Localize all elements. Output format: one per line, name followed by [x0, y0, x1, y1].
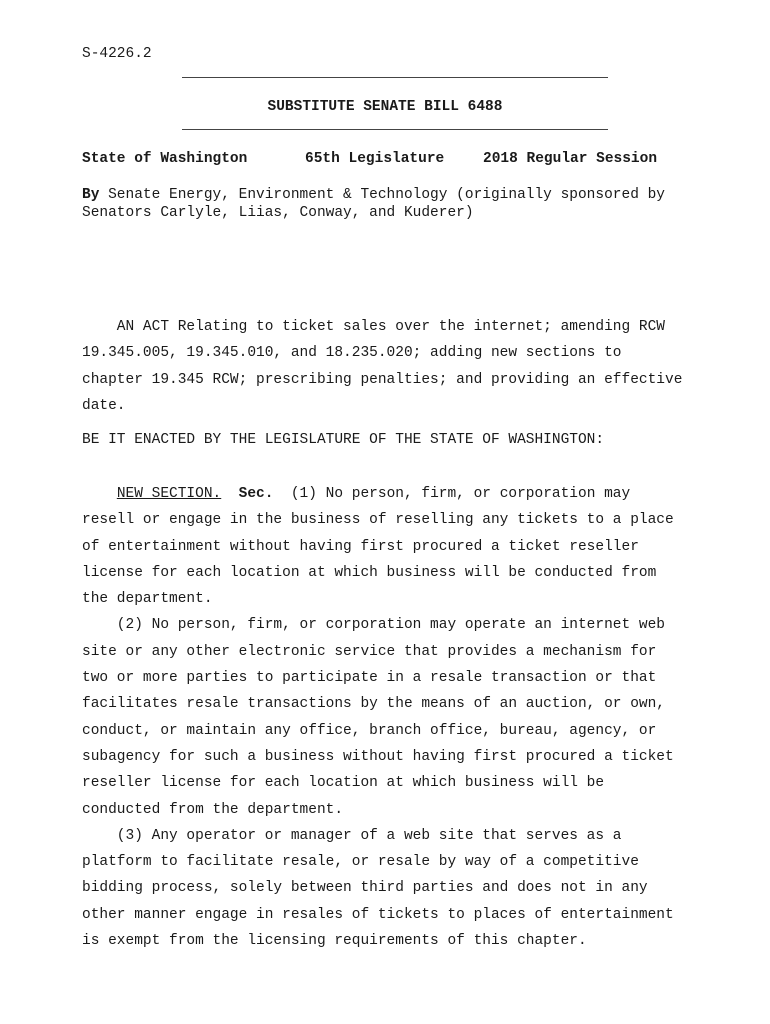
section-line: site or any other electronic service that provides a mechanism for: [82, 643, 657, 660]
act-line: chapter 19.345 RCW; prescribing penalties; and providing an effective: [82, 371, 683, 388]
section-line: license for each location at which business will be conducted from: [82, 564, 657, 581]
by-label: By: [82, 187, 100, 203]
section-line: the department.: [82, 591, 213, 608]
section-line: bidding process, solely between third parties and does not in any: [82, 880, 648, 897]
title-bottom-rule: [182, 129, 608, 130]
section-line: conduct, or maintain any office, branch office, bureau, agency, or: [82, 722, 657, 739]
section-line: conducted from the department.: [82, 801, 344, 818]
section-1-body: [82, 481, 722, 954]
section-line: (3) Any operator or manager of a web site that serves as a: [82, 827, 622, 844]
sponsors-line-2: Senators Carlyle, Liias, Conway, and Kuderer): [82, 205, 474, 221]
act-line: AN ACT Relating to ticket sales over the internet; amending RCW: [82, 319, 665, 335]
act-line: 19.345.005, 19.345.010, and 18.235.020; adding new sections to: [82, 345, 622, 362]
sec-label: Sec.: [238, 486, 274, 502]
sponsors-text-1: Senate Energy, Environment & Technology (originally sponsored by: [108, 187, 665, 203]
section-line: of entertainment without having first procured a ticket reseller: [82, 538, 639, 555]
section-line: other manner engage in resales of tickets to places of entertainment: [82, 906, 674, 923]
enacting-clause: BE IT ENACTED BY THE LEGISLATURE OF THE STATE OF WASHINGTON:: [82, 432, 605, 448]
legislature-label: 65th Legislature: [305, 151, 445, 167]
state-label: State of Washington: [82, 151, 248, 167]
section-line: (2) No person, firm, or corporation may operate an internet web: [82, 617, 665, 634]
section-line: platform to facilitate resale, or resale by way of a competitive: [82, 854, 639, 871]
title-top-rule: [182, 77, 608, 78]
session-label: 2018 Regular Session: [483, 151, 658, 167]
act-line: date.: [82, 397, 126, 414]
section-first-line-text: (1) No person, firm, or corporation may: [273, 486, 631, 502]
section-line: subagency for such a business without having first procured a ticket: [82, 748, 674, 765]
session-header: [0, 151, 770, 171]
section-line: resell or engage in the business of reselling any tickets to a place: [82, 512, 674, 529]
section-line: is exempt from the licensing requirements of this chapter.: [82, 933, 587, 950]
section-line: reseller license for each location at which business will be: [82, 775, 605, 792]
act-title-paragraph: [82, 314, 722, 419]
section-line: facilitates resale transactions by the means of an auction, or own,: [82, 696, 665, 713]
section-first-line: [82, 481, 722, 507]
new-section-label: NEW SECTION.: [116, 486, 222, 502]
bill-title: SUBSTITUTE SENATE BILL 6488: [267, 99, 503, 115]
section-line: two or more parties to participate in a resale transaction or that: [82, 670, 657, 687]
sponsors-line-1: [82, 187, 665, 203]
bill-number: S-4226.2: [82, 46, 152, 62]
